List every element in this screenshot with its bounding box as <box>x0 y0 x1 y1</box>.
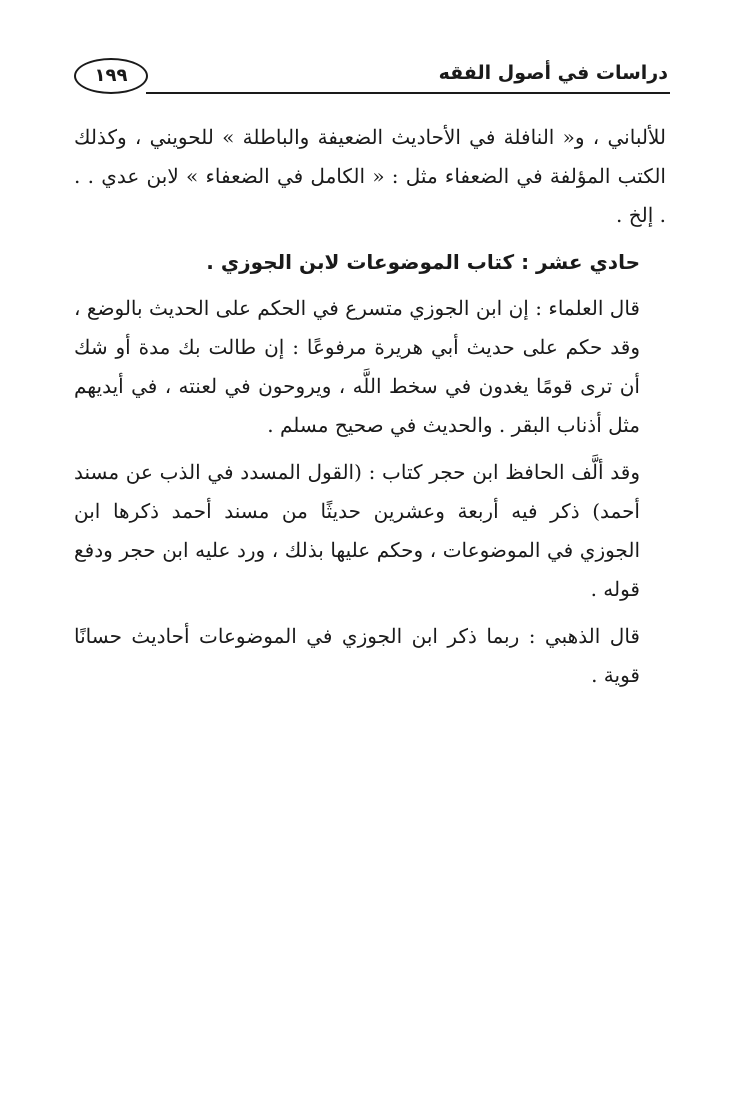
section-heading: حادي عشر : كتاب الموضوعات لابن الجوزي . <box>206 250 640 274</box>
page-number: ١٩٩ <box>94 65 128 86</box>
header-divider <box>146 92 670 94</box>
paragraph-ibn-jawzi-haste: قال العلماء : إن ابن الجوزي متسرع في الحكم على الحديث بالوضع ، وقد حكم على حديث أبي هريرة مرفوعًا : إن طالت بك مدة أو شك أن ترى قومًا يغدون في سخط اللَّه ، ويروحون في لعنته ، في أيديهم مثل أذناب البقر . والحديث في صحيح مسلم . <box>74 296 640 437</box>
paragraph-continued: للألباني ، و« النافلة في الأحاديث الضعيفة والباطلة » للحويني ، وكذلك الكتب المؤلفة في الضعفاء مثل : « الكامل في الضعفاء » لابن عدي . . . إلخ . <box>74 125 666 227</box>
page-body <box>74 118 666 695</box>
paragraph-dhahabi-quote: قال الذهبي : ربما ذكر ابن الجوزي في الموضوعات أحاديث حسانًا قوية . <box>74 624 640 687</box>
page-header <box>70 58 670 102</box>
running-title: دراسات في أصول الفقه <box>438 62 668 84</box>
page-number-badge <box>74 58 148 94</box>
paragraph-ibn-hajar-book: وقد ألَّف الحافظ ابن حجر كتاب : (القول المسدد في الذب عن مسند أحمد) ذكر فيه أربعة وعشرين حديثًا من مسند أحمد ذكرها ابن الجوزي في الموضوعات ، وحكم عليها بذلك ، ورد عليه ابن حجر ودفع قوله . <box>74 460 640 601</box>
